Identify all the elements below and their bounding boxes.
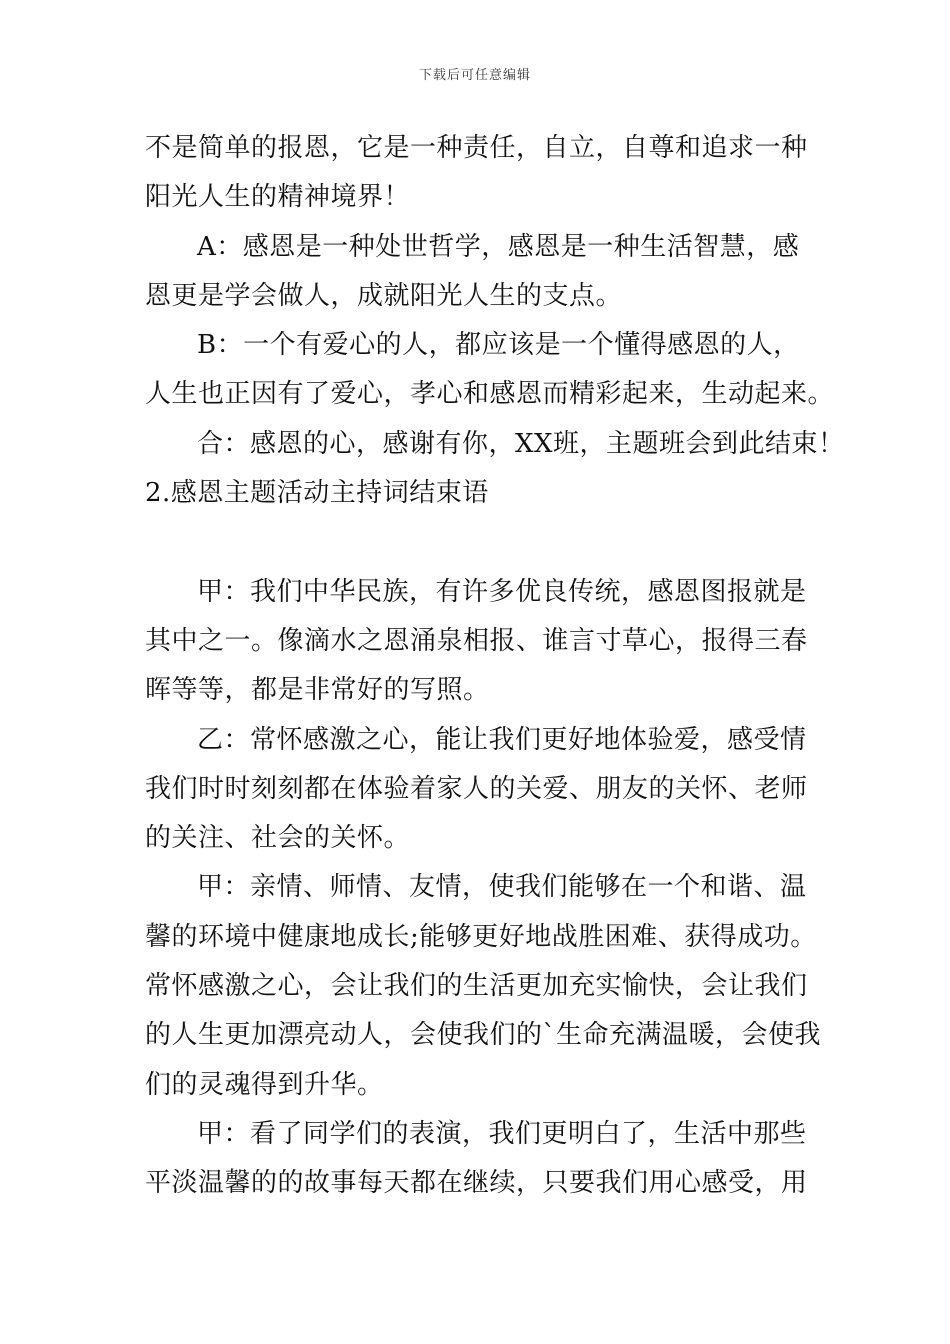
text-line: 晖等等，都是非常好的写照。 bbox=[145, 675, 490, 706]
section-heading: 2.感恩主题活动主持词结束语 bbox=[145, 478, 489, 509]
text-line: A：感恩是一种处世哲学，感恩是一种生活智慧，感 bbox=[197, 231, 800, 262]
text-line: 我们时时刻刻都在体验着家人的关爱、朋友的关怀、老师 bbox=[145, 773, 808, 804]
text-line: 们的灵魂得到升华。 bbox=[145, 1069, 384, 1100]
text-line: 其中之一。像滴水之恩涌泉相报、谁言寸草心，报得三春 bbox=[145, 625, 808, 656]
text-line: 平淡温馨的的故事每天都在继续，只要我们用心感受，用 bbox=[145, 1168, 808, 1199]
text-line: 甲：看了同学们的表演，我们更明白了，生活中那些 bbox=[197, 1118, 807, 1149]
document-body bbox=[145, 124, 845, 1209]
page-header: 下载后可任意编辑 bbox=[418, 68, 531, 83]
text-line: 人生也正因有了爱心，孝心和感恩而精彩起来，生动起来。 bbox=[145, 379, 835, 410]
text-line: 甲：我们中华民族，有许多优良传统，感恩图报就是 bbox=[197, 576, 807, 607]
text-line: B：一个有爱心的人，都应该是一个懂得感恩的人， bbox=[197, 330, 800, 361]
text-line: 的关注、社会的关怀。 bbox=[145, 823, 411, 854]
text-line: 乙：常怀感激之心，能让我们更好地体验爱，感受情 bbox=[197, 724, 807, 755]
text-line: 合：感恩的心，感谢有你，XX班，主题班会到此结束！ bbox=[197, 428, 845, 459]
text-line: 恩更是学会做人，成就阳光人生的支点。 bbox=[145, 280, 623, 311]
text-line: 常怀感激之心，会让我们的生活更加充实愉快，会让我们 bbox=[145, 971, 808, 1002]
text-line: 的人生更加漂亮动人，会使我们的`生命充满温暖，会使我 bbox=[145, 1020, 822, 1051]
blank-line bbox=[145, 518, 810, 567]
text-line: 馨的环境中健康地成长;能够更好地战胜困难、获得成功。 bbox=[145, 921, 817, 952]
text-line: 甲：亲情、师情、友情，使我们能够在一个和谐、温 bbox=[197, 872, 807, 903]
text-line: 不是简单的报恩，它是一种责任，自立，自尊和追求一种 bbox=[145, 133, 808, 163]
text-line: 阳光人生的精神境界！ bbox=[145, 182, 411, 213]
